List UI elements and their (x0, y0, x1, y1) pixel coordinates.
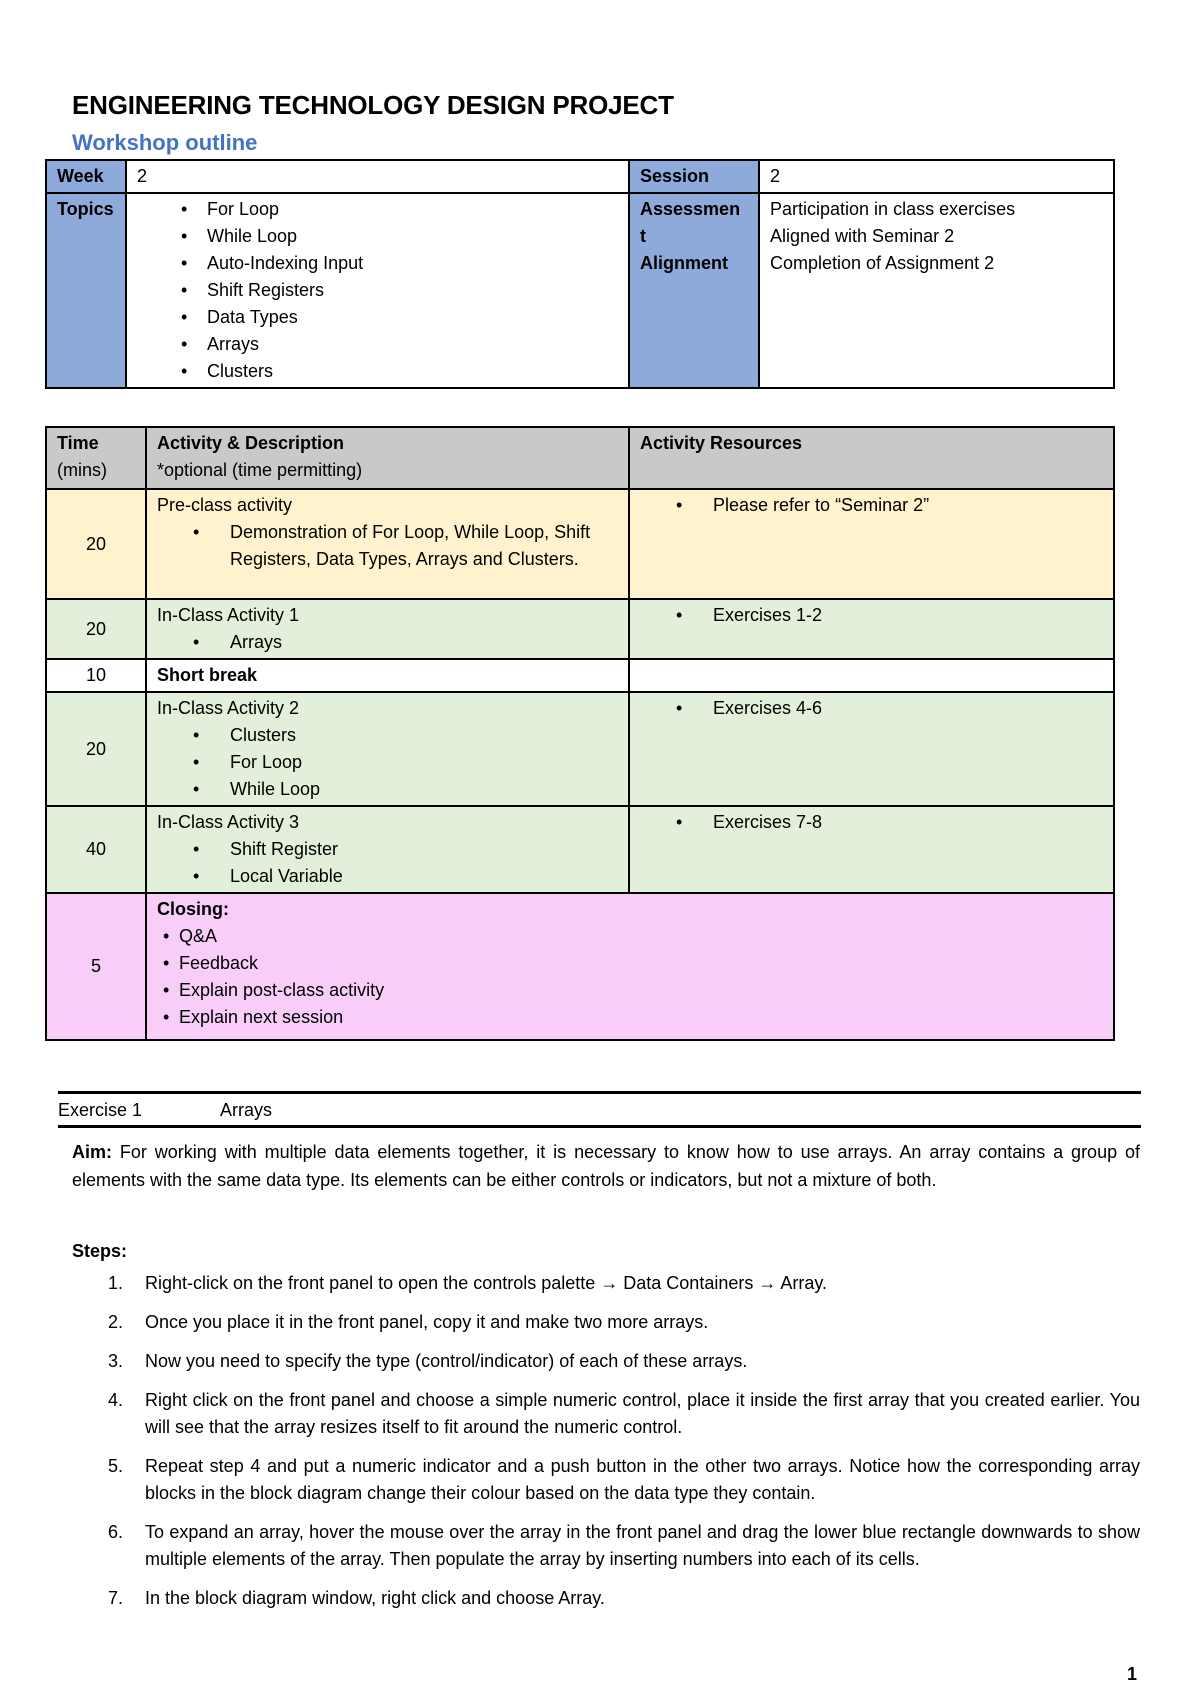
exercise-heading (58, 1100, 272, 1121)
step-item (72, 1348, 1140, 1375)
time-cell: 10 (46, 659, 146, 692)
schedule-table (45, 426, 1115, 1041)
topics-list (127, 196, 618, 385)
activity-list (157, 629, 618, 656)
list-item: • Feedback (157, 950, 1103, 977)
table-row (46, 599, 1114, 659)
time-header (46, 427, 146, 489)
time-cell: 20 (46, 692, 146, 806)
activity-header-note: *optional (time permitting) (157, 460, 363, 480)
assessment-item: Aligned with Seminar 2 (770, 226, 955, 246)
exercise-top-rule (58, 1091, 1141, 1094)
time-header-line: Time (57, 433, 99, 453)
step-number: 3. (108, 1351, 124, 1371)
steps-heading: Steps: (72, 1241, 128, 1261)
resources-list (640, 695, 1103, 722)
step-item (72, 1309, 1140, 1336)
list-item: • Arrays (157, 629, 618, 656)
closing-cell (146, 893, 1114, 1040)
step-text: To expand an array, hover the mouse over the array in the front panel and drag the lower blue rectangle downwards to show multiple elements of the array. Then populate the array by inserting numbers into each of its cells. (145, 1522, 1140, 1569)
assessment-cell (759, 193, 1114, 388)
activity-header-line: Activity & Description (157, 433, 345, 453)
session-label: Session (629, 160, 759, 193)
time-cell: 40 (46, 806, 146, 893)
activity-title: In-Class Activity 1 (157, 605, 300, 625)
exercise-name: Arrays (220, 1100, 273, 1120)
activity-title: In-Class Activity 3 (157, 812, 300, 832)
closing-list (157, 923, 1103, 1031)
step-number: 5. (108, 1456, 124, 1476)
table-row (46, 659, 1114, 692)
list-item: • While Loop (157, 776, 618, 803)
step-text: Right-click on the front panel to open the controls palette → Data Containers → Array. (145, 1273, 828, 1293)
assessment-label (629, 193, 759, 388)
activity-title: Pre-class activity (157, 495, 293, 515)
resources-cell (629, 692, 1114, 806)
week-label: Week (46, 160, 126, 193)
list-item: • Explain post-class activity (157, 977, 1103, 1004)
week-value: 2 (126, 160, 629, 193)
schedule-header-row (46, 427, 1114, 489)
table-row (46, 692, 1114, 806)
document-subtitle: Workshop outline (72, 130, 258, 155)
step-text: Once you place it in the front panel, copy it and make two more arrays. (145, 1312, 709, 1332)
list-item: • Clusters (147, 358, 618, 385)
list-item: • Exercises 7-8 (640, 809, 1103, 836)
assessment-label-line: Alignment (640, 253, 728, 273)
step-text: Now you need to specify the type (control/indicator) of each of these arrays. (145, 1351, 748, 1371)
activity-cell (146, 692, 629, 806)
time-cell: 20 (46, 599, 146, 659)
list-item: • Shift Register (157, 836, 618, 863)
activity-cell (146, 489, 629, 599)
activity-list (157, 722, 618, 803)
document-title: ENGINEERING TECHNOLOGY DESIGN PROJECT (72, 90, 674, 120)
resources-cell (629, 806, 1114, 893)
list-item: • Clusters (157, 722, 618, 749)
resources-cell (629, 659, 1114, 692)
list-item: • Data Types (147, 304, 618, 331)
list-item: • Auto-Indexing Input (147, 250, 618, 277)
steps-list (72, 1270, 1140, 1624)
activity-list (157, 836, 618, 890)
list-item: • Local Variable (157, 863, 618, 890)
step-item (72, 1387, 1140, 1441)
session-value: 2 (759, 160, 1114, 193)
step-item (72, 1585, 1140, 1612)
step-text: Right click on the front panel and choose a simple numeric control, place it inside the first array that you created earlier. You will see that the array resizes itself to fit around the numeric control. (145, 1390, 1140, 1437)
exercise-number: Exercise 1 (58, 1100, 143, 1120)
step-item (72, 1270, 1140, 1297)
step-number: 2. (108, 1312, 124, 1332)
list-item: • Exercises 4-6 (640, 695, 1103, 722)
list-item: • Exercises 1-2 (640, 602, 1103, 629)
resources-header: Activity Resources (629, 427, 1114, 489)
step-number: 7. (108, 1588, 124, 1608)
table-row (46, 489, 1114, 599)
list-item: • While Loop (147, 223, 618, 250)
resources-list (640, 809, 1103, 836)
exercise-bottom-rule (58, 1125, 1141, 1128)
step-number: 1. (108, 1273, 124, 1293)
resources-list (640, 602, 1103, 629)
time-header-unit: (mins) (57, 460, 107, 480)
closing-title: Closing: (157, 899, 229, 919)
list-item: • Explain next session (157, 1004, 1103, 1031)
assessment-label-line: t (640, 226, 646, 246)
activity-cell: Short break (146, 659, 629, 692)
step-text: In the block diagram window, right click and choose Array. (145, 1588, 605, 1608)
table-row (46, 806, 1114, 893)
list-item: • Arrays (147, 331, 618, 358)
topics-label: Topics (46, 193, 126, 388)
time-cell: 5 (46, 893, 146, 1040)
list-item: • For Loop (147, 196, 618, 223)
activity-cell (146, 599, 629, 659)
aim-label: Aim: (72, 1142, 112, 1162)
assessment-item: Completion of Assignment 2 (770, 253, 995, 273)
activity-title: In-Class Activity 2 (157, 698, 300, 718)
assessment-item: Participation in class exercises (770, 199, 1016, 219)
list-item: • Demonstration of For Loop, While Loop, Shift Registers, Data Types, Arrays and Clusters. (157, 519, 618, 573)
assessment-label-line: Assessmen (640, 199, 741, 219)
activity-header (146, 427, 629, 489)
list-item: • For Loop (157, 749, 618, 776)
list-item: • Shift Registers (147, 277, 618, 304)
step-number: 6. (108, 1522, 124, 1542)
resources-list (640, 492, 1103, 519)
step-number: 4. (108, 1390, 124, 1410)
list-item: • Q&A (157, 923, 1103, 950)
activity-cell (146, 806, 629, 893)
time-cell: 20 (46, 489, 146, 599)
exercise-aim (72, 1138, 1140, 1194)
outline-table (45, 159, 1115, 389)
activity-list (157, 519, 618, 573)
aim-text: For working with multiple data elements together, it is necessary to know how to use arrays. An array contains a group of elements with the same data type. Its elements can be either controls or indicators, but not a mixture of both. (72, 1142, 1140, 1190)
step-item (72, 1453, 1140, 1507)
resources-cell (629, 599, 1114, 659)
page-number: 1 (1127, 1664, 1138, 1684)
list-item: • Please refer to “Seminar 2” (640, 492, 1103, 519)
closing-row (46, 893, 1114, 1040)
step-text: Repeat step 4 and put a numeric indicator and a push button in the other two arrays. Notice how the corresponding array blocks in the block diagram change their colour based on the data type they contain. (145, 1456, 1140, 1503)
topics-cell (126, 193, 629, 388)
resources-cell (629, 489, 1114, 599)
step-item (72, 1519, 1140, 1573)
